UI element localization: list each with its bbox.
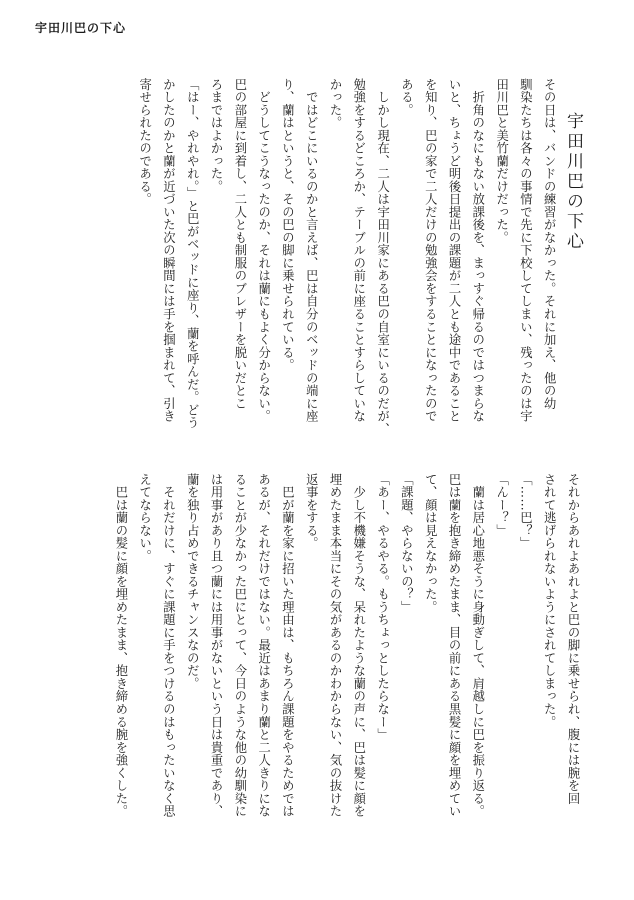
text-line: 勉強をするどころか、テーブルの前に座ることすらしていな	[351, 78, 366, 423]
text-line: 巴が蘭を家に招いた理由は、もちろん課題をやるためでは	[280, 473, 295, 818]
text-line: あるが、それだけではない。最近はあまり蘭と二人きりにな	[256, 473, 271, 818]
text-line: 巴は蘭の髪に顔を埋めたまま、抱き締める腕を強くした。	[113, 473, 128, 818]
text-line: 折角のなにもない放課後を、まっすぐ帰るのではつまらな	[470, 78, 485, 423]
text-line: は用事があり且つ蘭には用事がないという日は貴重であり、	[209, 473, 224, 818]
text-line: しかし現在、二人は宇田川家にある巴の自室にいるのだが、	[375, 78, 390, 436]
text-line: ろまではよかった。	[209, 78, 224, 193]
text-line: ではどこにいるのかと言えば、巴は自分のベッドの端に座	[304, 78, 319, 423]
text-line: されて逃げられないようにされてしまった。	[542, 473, 557, 729]
text-line: 少し不機嫌そうな、呆れたような蘭の声に、巴は髪に顔を	[351, 473, 366, 818]
story-title: 宇田川巴の下心	[563, 112, 583, 252]
text-line: かしたのかと蘭が近づいた次の瞬間には手を掴まれて、引き	[161, 78, 176, 423]
text-line: それだけに、すぐに課題に手をつけるのはもったいなく思	[161, 473, 176, 818]
text-line: ることが少なかった巴にとって、今日のような他の幼馴染に	[232, 473, 247, 818]
text-line: 埋めたまま本当にその気があるのかわからない、気の抜けた	[328, 473, 343, 818]
text-line: えてならない。	[137, 473, 152, 563]
text-line: どうしてこうなったのか、それは蘭にもよく分からない。	[256, 78, 271, 423]
text-line: 寄せられたのである。	[137, 78, 152, 206]
text-line: 巴の部屋に到着し、二人とも制服のブレザーを脱いだとこ	[232, 78, 247, 410]
text-line: 馴染たちは各々の事情で先に下校してしまい、残ったのは宇	[518, 78, 533, 423]
text-line: かった。	[328, 78, 343, 130]
text-line: ある。	[399, 78, 414, 117]
text-line: それからあれよあれよと巴の脚に乗せられ、腹には腕を回	[566, 473, 580, 805]
text-line: り、蘭はというと、その巴の脚に乗せられている。	[280, 78, 295, 372]
text-line: 「はー、やれやれ。」と巴がベッドに座り、蘭を呼んだ。どう	[185, 78, 200, 430]
text-line: て、顔は見えなかった。	[423, 473, 438, 614]
running-header: 宇田川巴の下心	[35, 21, 127, 35]
text-line: 返事をする。	[304, 473, 319, 550]
text-line: 「……巴？」	[518, 473, 533, 550]
lower-text-block	[84, 473, 584, 843]
text-line: その日は、バンドの練習がなかった。それに加え、他の幼	[542, 78, 557, 410]
text-line: 蘭を独り占めできるチャンスなのだ。	[185, 473, 200, 690]
text-line: を知り、巴の家で二人だけの勉強会をすることになったので	[423, 78, 438, 423]
text-line: 巴は蘭を抱き締めたまま、目の前にある黒髪に顔を埋めてい	[447, 473, 462, 818]
upper-text-block	[84, 78, 584, 448]
text-line: 田川巴と美竹蘭だけだった。	[494, 78, 509, 244]
text-line: 蘭は居心地悪そうに身動ぎして、肩越しに巴を振り返る。	[470, 473, 485, 818]
text-line: 「んー？」	[494, 473, 509, 537]
text-line: いと、ちょうど明後日提出の課題が二人とも途中であること	[447, 78, 462, 423]
text-line: 「課題、やらないの？」	[399, 473, 414, 614]
text-line: 「あー、やるやる。もうちょっとしたらなー」	[375, 473, 390, 741]
